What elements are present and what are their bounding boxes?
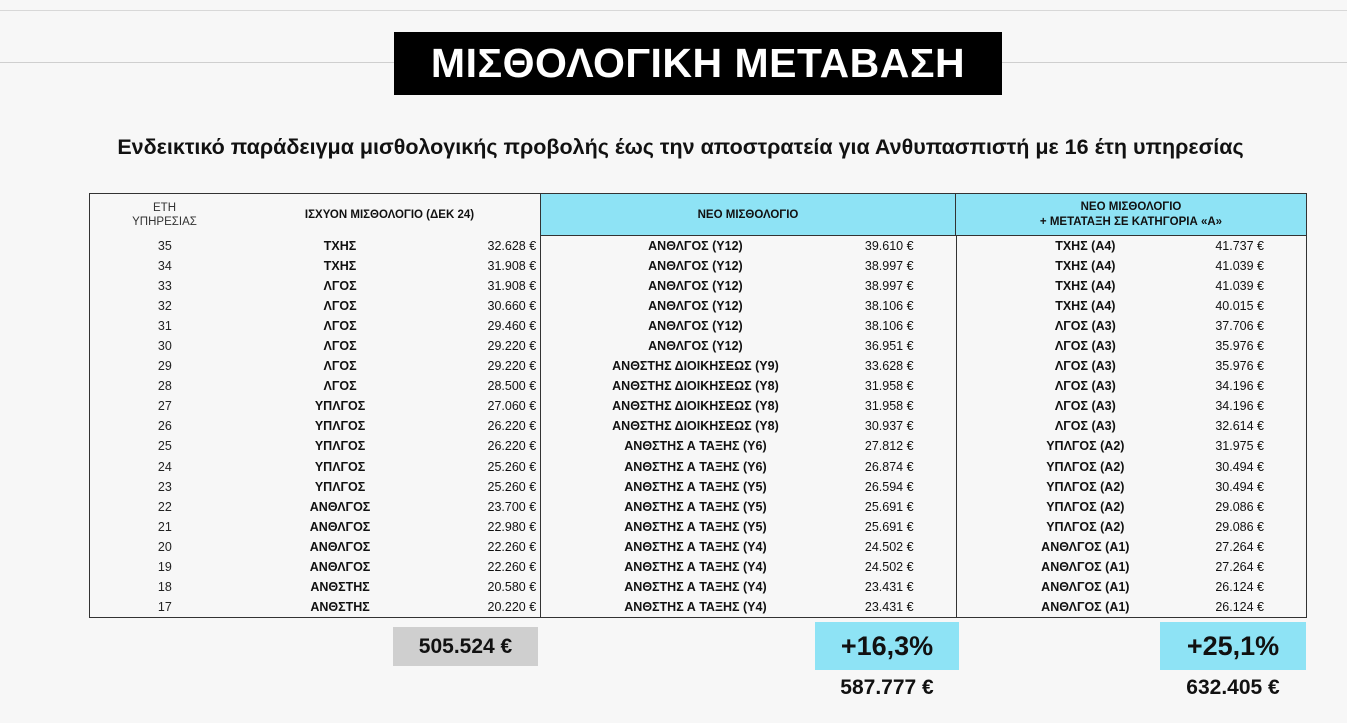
cell-current-salary: 29.220 € — [487, 339, 537, 354]
cell-current-rank: ΥΠΛΓΟΣ — [314, 459, 366, 474]
cell-new-rank: ΑΝΘΣΤΗΣ Α ΤΑΞΗΣ (Υ4) — [540, 537, 840, 557]
cell-current-rank: ΑΝΘΛΓΟΣ — [309, 519, 371, 534]
cell-new-rank: ΑΝΘΣΤΗΣ Α ΤΑΞΗΣ (Υ5) — [540, 497, 840, 517]
cell-new-salary: 24.502 € — [864, 559, 914, 574]
cell-current-salary: 22.980 € — [487, 519, 537, 534]
cell-new-rank: ΑΝΘΛΓΟΣ (Υ12) — [540, 336, 840, 356]
cell-current-salary: 31.908 € — [487, 279, 537, 294]
cell-current-salary: 22.260 € — [487, 559, 537, 574]
cell-current-rank: ΥΠΛΓΟΣ — [314, 419, 366, 434]
cell-current-salary: 20.220 € — [487, 599, 537, 614]
cell-a-salary: 35.976 € — [1214, 336, 1307, 356]
cell-new-salary: 36.951 € — [864, 339, 914, 354]
cell-years: 29 — [157, 359, 172, 374]
cell-current-rank: ΥΠΛΓΟΣ — [314, 399, 366, 414]
table-row — [90, 537, 1307, 557]
cell-years: 31 — [157, 319, 172, 334]
cell-current-salary: 28.500 € — [487, 379, 537, 394]
pct-new: +16,3% — [815, 622, 959, 670]
cell-current-salary: 20.580 € — [487, 579, 537, 594]
table-row — [90, 597, 1307, 617]
cell-a-rank: ΛΓΟΣ (Α3) — [956, 356, 1215, 376]
cell-a-salary: 34.196 € — [1214, 396, 1307, 416]
cell-a-rank: ΤΧΗΣ (Α4) — [956, 236, 1215, 256]
cell-new-rank: ΑΝΘΛΓΟΣ (Υ12) — [540, 256, 840, 276]
table-row — [90, 396, 1307, 416]
cell-current-salary: 27.060 € — [487, 399, 537, 414]
cell-years: 25 — [157, 439, 172, 454]
cell-new-rank: ΑΝΘΛΓΟΣ (Υ12) — [540, 316, 840, 336]
table-body — [89, 236, 1307, 617]
cell-a-salary: 29.086 € — [1214, 497, 1307, 517]
cell-years: 28 — [157, 379, 172, 394]
cell-new-salary: 31.958 € — [864, 399, 914, 414]
cell-current-rank: ΑΝΘΛΓΟΣ — [309, 559, 371, 574]
cell-a-rank: ΤΧΗΣ (Α4) — [956, 296, 1215, 316]
cell-new-rank: ΑΝΘΣΤΗΣ Α ΤΑΞΗΣ (Υ4) — [540, 557, 840, 577]
cell-current-rank: ΥΠΛΓΟΣ — [314, 479, 366, 494]
header-years-line1: ΕΤΗ — [153, 202, 176, 214]
cell-new-salary: 23.431 € — [864, 579, 914, 594]
total-current: 505.524 € — [393, 627, 538, 666]
cell-years: 32 — [157, 299, 172, 314]
table-row — [90, 276, 1307, 296]
table-row — [90, 296, 1307, 316]
cell-current-salary: 23.700 € — [487, 499, 537, 514]
cell-new-salary: 31.958 € — [864, 379, 914, 394]
cell-years: 24 — [157, 459, 172, 474]
table-row — [90, 356, 1307, 376]
cell-new-salary: 26.874 € — [864, 459, 914, 474]
cell-current-rank: ΛΓΟΣ — [323, 359, 357, 374]
cell-current-rank: ΤΧΗΣ — [323, 239, 357, 254]
cell-years: 33 — [157, 279, 172, 294]
cell-years: 26 — [157, 419, 172, 434]
page-title: ΜΙΣΘΟΛΟΓΙΚΗ ΜΕΤΑΒΑΣΗ — [394, 32, 1002, 95]
header-current-salary: ΙΣΧΥΟΝ ΜΙΣΘΟΛΟΓΙΟ (ΔΕΚ 24) — [239, 193, 540, 236]
cell-current-salary: 22.260 € — [487, 539, 537, 554]
cell-new-salary: 38.106 € — [864, 319, 914, 334]
table-row — [90, 557, 1307, 577]
cell-a-rank: ΥΠΛΓΟΣ (Α2) — [956, 436, 1215, 456]
cell-years: 35 — [157, 239, 172, 254]
cell-new-salary: 25.691 € — [864, 519, 914, 534]
cell-new-rank: ΑΝΘΣΤΗΣ Α ΤΑΞΗΣ (Υ6) — [540, 457, 840, 477]
cell-current-salary: 26.220 € — [487, 439, 537, 454]
cell-a-rank: ΛΓΟΣ (Α3) — [956, 376, 1215, 396]
cell-new-rank: ΑΝΘΣΤΗΣ ΔΙΟΙΚΗΣΕΩΣ (Υ8) — [540, 416, 840, 436]
cell-new-salary: 26.594 € — [864, 479, 914, 494]
cell-current-rank: ΛΓΟΣ — [323, 279, 357, 294]
cell-new-salary: 33.628 € — [864, 359, 914, 374]
cell-current-rank: ΥΠΛΓΟΣ — [314, 439, 366, 454]
cell-a-salary: 37.706 € — [1214, 316, 1307, 336]
cell-new-rank: ΑΝΘΣΤΗΣ Α ΤΑΞΗΣ (Υ4) — [540, 597, 840, 617]
cell-years: 19 — [157, 559, 172, 574]
cell-new-salary: 38.997 € — [864, 279, 914, 294]
table-row — [90, 416, 1307, 436]
cell-a-rank: ΛΓΟΣ (Α3) — [956, 416, 1215, 436]
cell-current-rank: ΑΝΘΛΓΟΣ — [309, 539, 371, 554]
pct-new-a: +25,1% — [1160, 622, 1306, 670]
cell-a-salary: 31.975 € — [1214, 436, 1307, 456]
cell-a-salary: 26.124 € — [1214, 597, 1307, 617]
cell-new-salary: 24.502 € — [864, 539, 914, 554]
cell-new-salary: 25.691 € — [864, 499, 914, 514]
cell-a-rank: ΑΝΘΛΓΟΣ (Α1) — [956, 597, 1215, 617]
cell-new-rank: ΑΝΘΣΤΗΣ Α ΤΑΞΗΣ (Υ4) — [540, 577, 840, 597]
header-years — [89, 193, 239, 236]
table-row — [90, 497, 1307, 517]
cell-current-salary: 25.260 € — [487, 479, 537, 494]
header-years-line2: ΥΠΗΡΕΣΙΑΣ — [132, 216, 197, 228]
header-new-a-line2: + ΜΕΤΑΤΑΞΗ ΣΕ ΚΑΤΗΓΟΡΙΑ «Α» — [1039, 215, 1223, 228]
cell-a-rank: ΛΓΟΣ (Α3) — [956, 396, 1215, 416]
cell-a-salary: 26.124 € — [1214, 577, 1307, 597]
cell-a-rank: ΛΓΟΣ (Α3) — [956, 336, 1215, 356]
cell-new-salary: 30.937 € — [864, 419, 914, 434]
cell-years: 30 — [157, 339, 172, 354]
header-new-salary-category-a — [956, 193, 1307, 236]
cell-current-salary: 29.460 € — [487, 319, 537, 334]
cell-new-rank: ΑΝΘΣΤΗΣ Α ΤΑΞΗΣ (Υ5) — [540, 477, 840, 497]
cell-current-rank: ΑΝΘΣΤΗΣ — [310, 579, 370, 594]
cell-current-rank: ΛΓΟΣ — [323, 339, 357, 354]
cell-years: 34 — [157, 259, 172, 274]
cell-a-salary: 27.264 € — [1214, 557, 1307, 577]
cell-current-rank: ΛΓΟΣ — [323, 379, 357, 394]
table-row — [90, 236, 1307, 256]
cell-new-rank: ΑΝΘΛΓΟΣ (Υ12) — [540, 276, 840, 296]
table-row — [90, 436, 1307, 456]
cell-a-salary: 40.015 € — [1214, 296, 1307, 316]
cell-a-rank: ΑΝΘΛΓΟΣ (Α1) — [956, 577, 1215, 597]
cell-a-salary: 35.976 € — [1214, 356, 1307, 376]
cell-a-salary: 41.737 € — [1214, 236, 1307, 256]
cell-a-salary: 27.264 € — [1214, 537, 1307, 557]
table-row — [90, 477, 1307, 497]
table-row — [90, 316, 1307, 336]
total-new-a: 632.405 € — [1186, 676, 1280, 699]
cell-current-rank: ΑΝΘΣΤΗΣ — [310, 599, 370, 614]
cell-years: 27 — [157, 399, 172, 414]
cell-current-rank: ΑΝΘΛΓΟΣ — [309, 499, 371, 514]
top-divider — [0, 10, 1347, 11]
cell-a-rank: ΥΠΛΓΟΣ (Α2) — [956, 457, 1215, 477]
cell-current-salary: 30.660 € — [487, 299, 537, 314]
cell-a-salary: 41.039 € — [1214, 256, 1307, 276]
cell-a-rank: ΥΠΛΓΟΣ (Α2) — [956, 517, 1215, 537]
cell-current-salary: 26.220 € — [487, 419, 537, 434]
cell-new-salary: 38.106 € — [864, 299, 914, 314]
cell-a-rank: ΛΓΟΣ (Α3) — [956, 316, 1215, 336]
cell-new-salary: 39.610 € — [864, 239, 914, 254]
cell-a-rank: ΤΧΗΣ (Α4) — [956, 256, 1215, 276]
cell-current-rank: ΤΧΗΣ — [323, 259, 357, 274]
cell-current-salary: 31.908 € — [487, 259, 537, 274]
cell-new-rank: ΑΝΘΣΤΗΣ ΔΙΟΙΚΗΣΕΩΣ (Υ8) — [540, 376, 840, 396]
header-new-salary: ΝΕΟ ΜΙΣΘΟΛΟΓΙΟ — [540, 193, 956, 236]
table-row — [90, 517, 1307, 537]
cell-new-rank: ΑΝΘΛΓΟΣ (Υ12) — [540, 296, 840, 316]
cell-a-salary: 34.196 € — [1214, 376, 1307, 396]
total-new: 587.777 € — [840, 676, 934, 699]
cell-current-rank: ΛΓΟΣ — [323, 299, 357, 314]
cell-current-salary: 25.260 € — [487, 459, 537, 474]
cell-a-rank: ΥΠΛΓΟΣ (Α2) — [956, 497, 1215, 517]
cell-new-rank: ΑΝΘΣΤΗΣ ΔΙΟΙΚΗΣΕΩΣ (Υ8) — [540, 396, 840, 416]
cell-current-rank: ΛΓΟΣ — [323, 319, 357, 334]
cell-a-salary: 32.614 € — [1214, 416, 1307, 436]
cell-years: 18 — [157, 579, 172, 594]
cell-current-salary: 29.220 € — [487, 359, 537, 374]
cell-years: 22 — [157, 499, 172, 514]
cell-new-salary: 23.431 € — [864, 599, 914, 614]
cell-new-rank: ΑΝΘΣΤΗΣ Α ΤΑΞΗΣ (Υ5) — [540, 517, 840, 537]
cell-a-salary: 41.039 € — [1214, 276, 1307, 296]
cell-a-salary: 30.494 € — [1214, 477, 1307, 497]
cell-new-salary: 27.812 € — [864, 439, 914, 454]
table-row — [90, 457, 1307, 477]
table-row — [90, 336, 1307, 356]
header-new-a-line1: ΝΕΟ ΜΙΣΘΟΛΟΓΙΟ — [1080, 200, 1182, 213]
page-subtitle: Ενδεικτικό παράδειγμα μισθολογικής προβολής έως την αποστρατεία για Ανθυπασπιστή με 16 έτη υπηρεσίας — [117, 135, 1244, 159]
cell-new-rank: ΑΝΘΛΓΟΣ (Υ12) — [540, 236, 840, 256]
salary-table — [89, 193, 1307, 618]
cell-new-rank: ΑΝΘΣΤΗΣ ΔΙΟΙΚΗΣΕΩΣ (Υ9) — [540, 356, 840, 376]
cell-current-salary: 32.628 € — [487, 239, 537, 254]
cell-a-salary: 30.494 € — [1214, 457, 1307, 477]
cell-a-salary: 29.086 € — [1214, 517, 1307, 537]
table-row — [90, 256, 1307, 276]
cell-years: 21 — [157, 519, 172, 534]
cell-a-rank: ΤΧΗΣ (Α4) — [956, 276, 1215, 296]
cell-a-rank: ΥΠΛΓΟΣ (Α2) — [956, 477, 1215, 497]
cell-years: 17 — [157, 599, 172, 614]
cell-years: 20 — [157, 539, 172, 554]
cell-a-rank: ΑΝΘΛΓΟΣ (Α1) — [956, 557, 1215, 577]
table-row — [90, 376, 1307, 396]
table-row — [90, 577, 1307, 597]
table-header — [89, 193, 1307, 236]
cell-years: 23 — [157, 479, 172, 494]
cell-new-rank: ΑΝΘΣΤΗΣ Α ΤΑΞΗΣ (Υ6) — [540, 436, 840, 456]
cell-new-salary: 38.997 € — [864, 259, 914, 274]
cell-a-rank: ΑΝΘΛΓΟΣ (Α1) — [956, 537, 1215, 557]
